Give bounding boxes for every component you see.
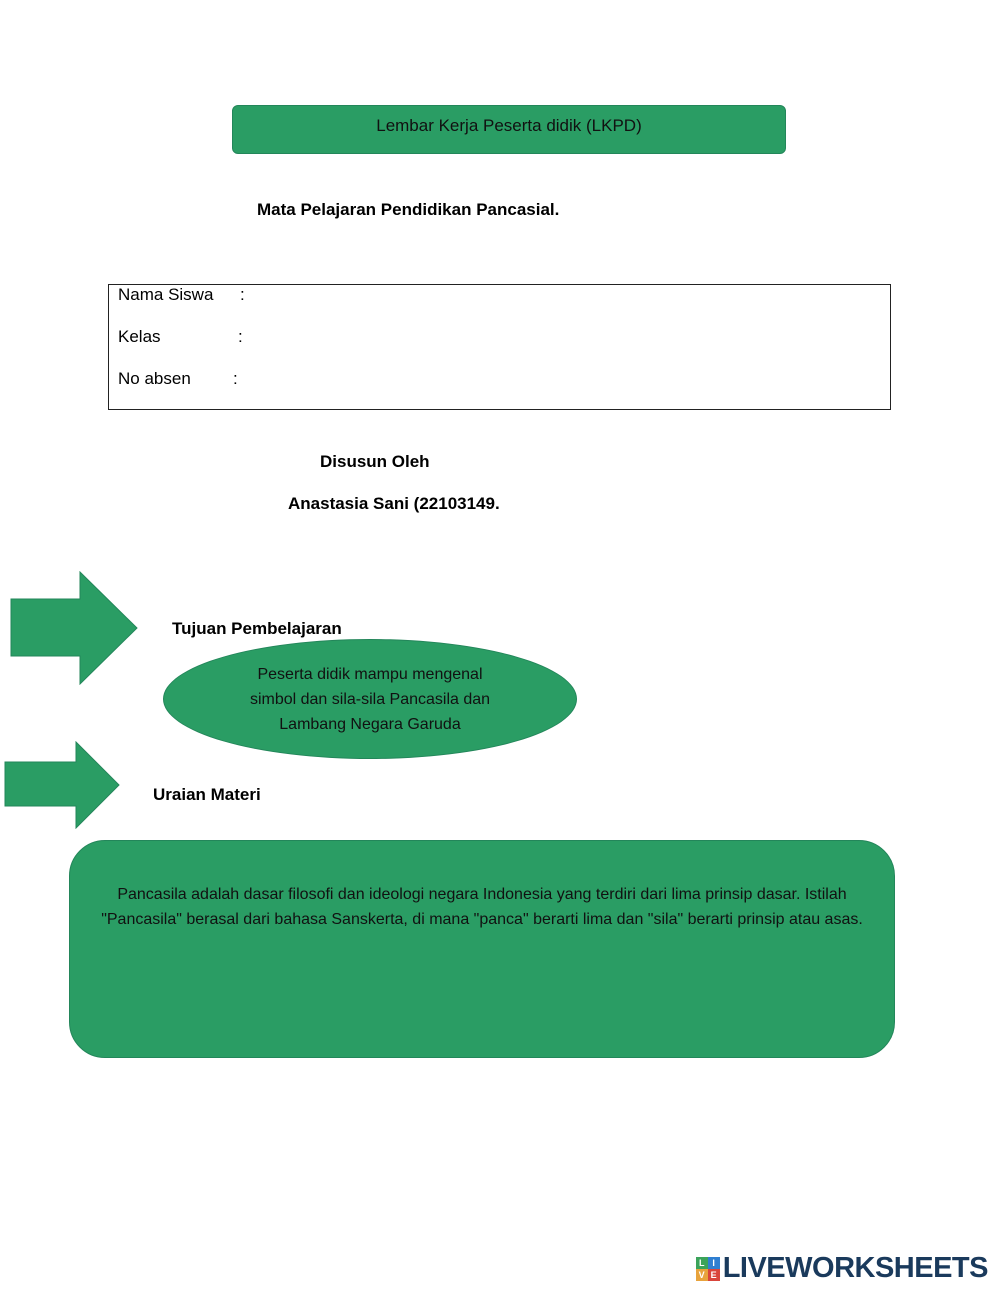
subject-title: Mata Pelajaran Pendidikan Pancasial. bbox=[257, 200, 560, 219]
objective-arrow-icon bbox=[10, 571, 138, 685]
material-arrow-icon bbox=[4, 741, 120, 829]
author-name: Anastasia Sani (22103149. bbox=[288, 494, 500, 513]
logo-letter: E bbox=[708, 1269, 720, 1281]
student-name-row bbox=[118, 285, 213, 305]
objective-heading: Tujuan Pembelajaran bbox=[172, 619, 342, 638]
liveworksheets-wordmark: LIVEWORKSHEETS bbox=[722, 1252, 988, 1284]
liveworksheets-brand bbox=[696, 1252, 988, 1285]
material-heading: Uraian Materi bbox=[153, 785, 261, 804]
class-colon: : bbox=[238, 327, 243, 346]
attendance-number-row bbox=[118, 369, 191, 389]
student-name-label: Nama Siswa bbox=[118, 285, 214, 304]
class-row bbox=[118, 327, 161, 347]
liveworksheets-logo-icon bbox=[696, 1257, 720, 1281]
worksheet-title-banner bbox=[232, 105, 786, 154]
class-label: Kelas bbox=[118, 327, 161, 346]
material-box bbox=[69, 840, 895, 1058]
logo-letter: V bbox=[696, 1269, 708, 1281]
attendance-number-colon: : bbox=[233, 369, 238, 388]
attendance-number-label: No absen bbox=[118, 369, 191, 388]
objective-text: Peserta didik mampu mengenal simbol dan sila-sila Pancasila dan Lambang Negara Garuda bbox=[249, 665, 491, 733]
objective-ellipse bbox=[163, 639, 577, 759]
worksheet-title: Lembar Kerja Peserta didik (LKPD) bbox=[376, 115, 642, 135]
logo-letter: I bbox=[708, 1257, 720, 1269]
student-info-box bbox=[108, 284, 891, 410]
material-text: Pancasila adalah dasar filosofi dan ideologi negara Indonesia yang terdiri dari lima prinsip dasar. Istilah "Pancasila" berasal dari bahasa Sanskerta, di mana "panca" berarti lima dan "sila" berarti prinsip atau asas. bbox=[101, 886, 863, 928]
author-heading: Disusun Oleh bbox=[320, 452, 430, 471]
student-name-colon: : bbox=[240, 285, 245, 304]
logo-letter: L bbox=[696, 1257, 708, 1269]
